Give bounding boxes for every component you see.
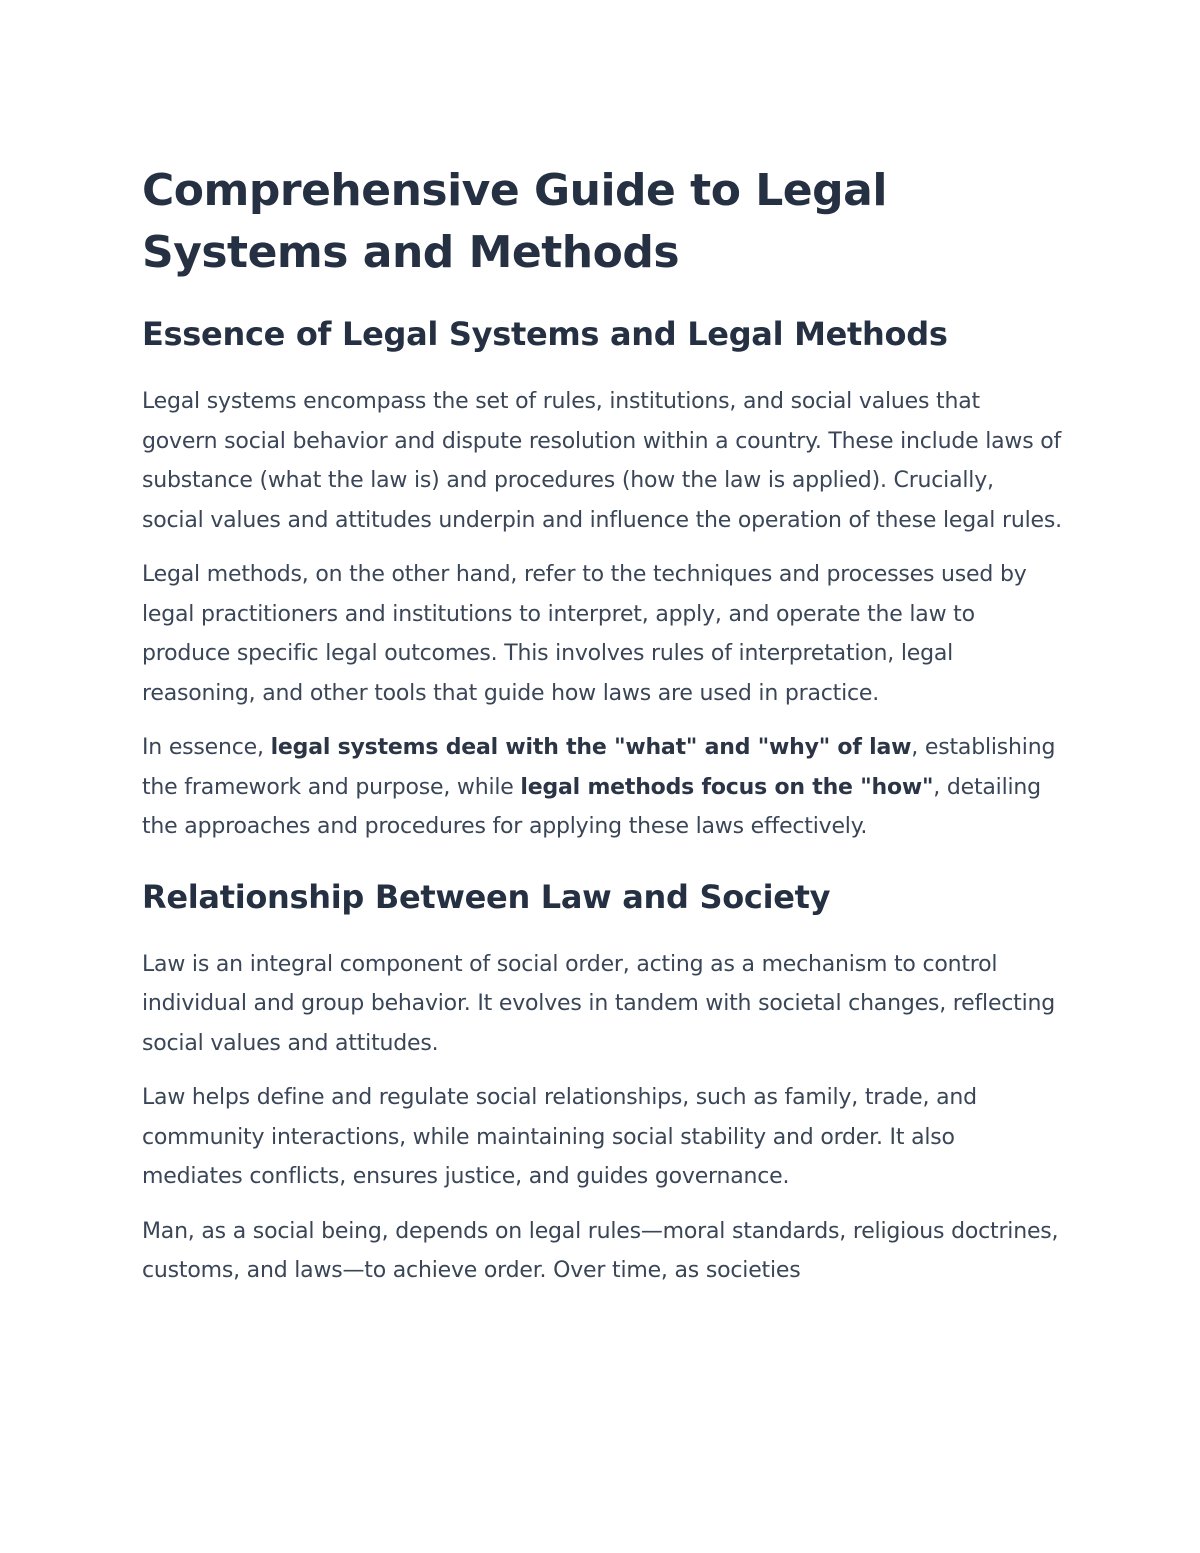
paragraph-in-essence <box>142 728 1062 847</box>
paragraph-legal-systems: Legal systems encompass the set of rules, institutions, and social values that govern social behavior and dispute resolution within a country. These include laws of substance (what the law is) and procedures (how the law is applied). Crucially, social values and attitudes underpin and influence the operation of these legal rules. <box>142 389 1062 533</box>
document-title: Comprehensive Guide to Legal Systems and Methods <box>142 165 887 278</box>
paragraph-social-relationships: Law helps define and regulate social relationships, such as family, trade, and community interactions, while maintaining social stability and order. It also mediates conflicts, ensures justice, and guides governance. <box>142 1085 977 1189</box>
paragraph-social-being: Man, as a social being, depends on legal rules—moral standards, religious doctrines, customs, and laws—to achieve order. Over time, as societies <box>142 1218 1059 1283</box>
section-heading-relationship: Relationship Between Law and Society <box>142 877 831 916</box>
bold-text-legal-systems: legal systems deal with the "what" and "why" of law <box>270 735 912 760</box>
text-run: In essence, <box>142 735 271 760</box>
text-run: , detailing the approaches and procedures for applying these laws effectively. <box>142 774 1041 839</box>
bold-text-legal-methods: legal methods focus on the "how" <box>520 774 934 800</box>
section-heading-essence: Essence of Legal Systems and Legal Methods <box>142 315 948 353</box>
text-run: , establishing the framework and purpose, while <box>142 735 1056 800</box>
paragraph-legal-methods: Legal methods, on the other hand, refer to the techniques and processes used by legal practitioners and institutions to interpret, apply, and operate the law to produce specific legal outcomes. This involves rules of interpretation, legal reasoning, and other tools that guide how laws are used in practice. <box>142 562 1027 706</box>
paragraph-social-order: Law is an integral component of social order, acting as a mechanism to control individual and group behavior. It evolves in tandem with societal changes, reflecting social values and attitudes. <box>142 951 1056 1056</box>
document-page <box>142 160 1062 1291</box>
